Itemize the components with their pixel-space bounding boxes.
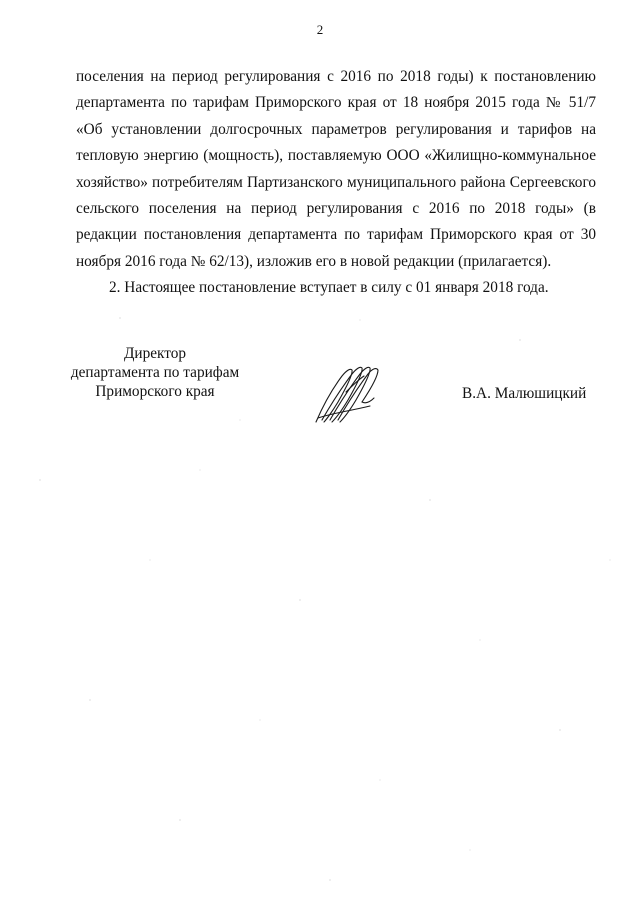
page-number: 2 — [316, 22, 324, 37]
signatory-title-line: Приморского края — [95, 383, 215, 400]
signer-name: В.А. Малюшицкий — [462, 385, 587, 402]
handwritten-signature — [312, 362, 384, 426]
signatory-title — [60, 344, 250, 401]
signatory-title-line: Директор — [123, 345, 187, 362]
paragraph-effective-date: 2. Настоящее постановление вступает в силу с 01 января 2018 года. — [109, 279, 549, 297]
document-body — [76, 64, 596, 302]
signatory-title-line: департамента по тарифам — [70, 364, 240, 381]
paragraph-continuation: поселения на период регулирования с 2016 по 2018 годы) к постановлению департамента по тарифам Приморского края от 18 ноября 2015 года № 51/7 «Об установлении долгосрочных параметров регулирования и тарифов на тепловую энергию (мощность), поставляемую ООО «Жилищно-коммунальное хозяйство» потребителям Партизанского муниципального района Сергеевского сельского поселения на период регулирования с 2016 по 2018 годы» (в редакции постановления департамента по тарифам Приморского края от 30 ноября 2016 года № 62/13), изложив его в новой редакции (прилагается). — [76, 68, 596, 270]
